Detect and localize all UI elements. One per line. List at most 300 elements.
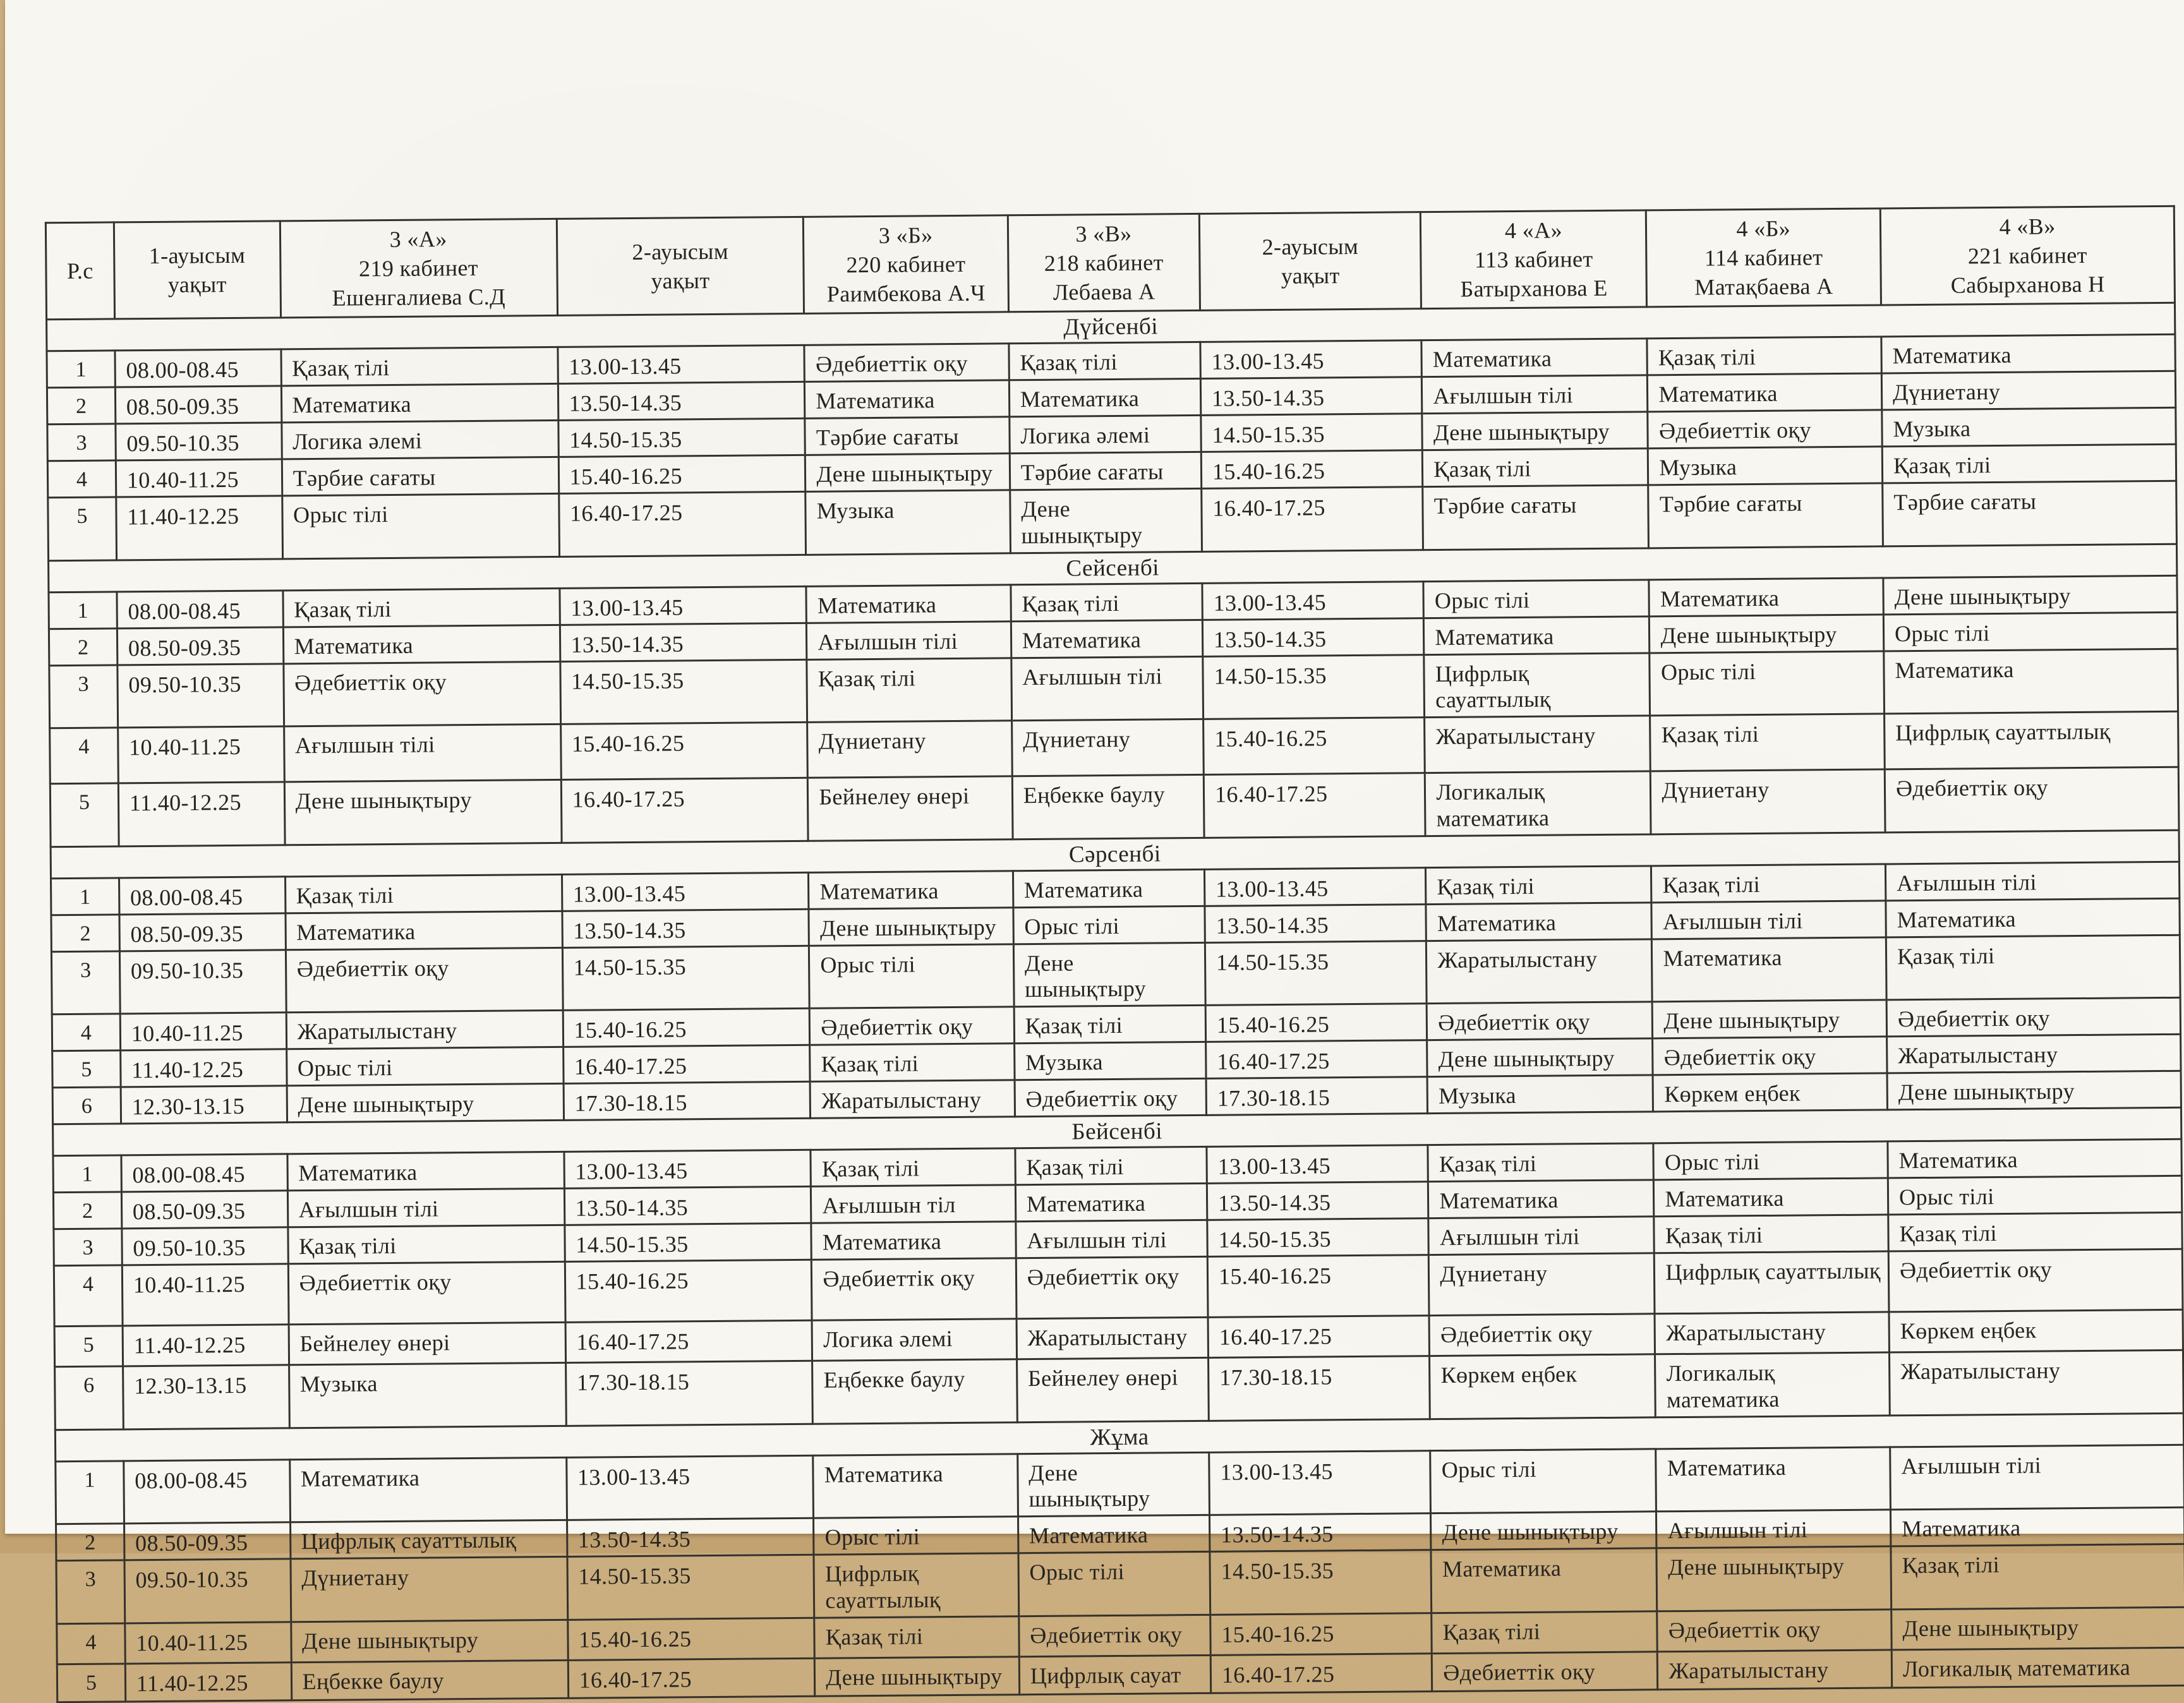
subject-cell: Жаратылыстану	[1017, 1318, 1209, 1359]
column-header	[45, 222, 114, 320]
subject-cell: Әдебиеттік оқу	[1427, 1002, 1653, 1040]
subject-cell: Дүниетану	[807, 721, 1012, 778]
subject-cell: Математика	[1424, 617, 1650, 655]
subject-cell: Қазақ тілі	[1014, 1006, 1206, 1044]
subject-cell: Цифрлық сауаттылық	[1655, 1251, 1889, 1314]
subject-cell: Дене шынықтыру	[1891, 1607, 2184, 1650]
column-header-line: 3 «В»	[1075, 220, 1132, 247]
subject-cell: Дене шынықтыру	[805, 454, 1010, 492]
subject-cell: Дүниетану	[1881, 371, 2175, 411]
subject-cell: Музыка	[289, 1363, 566, 1428]
period-number: 5	[48, 497, 117, 560]
subject-cell: Математика	[811, 1222, 1016, 1260]
time-cell: 13.50-14.35	[564, 1187, 811, 1225]
time-cell: 16.40-17.25	[568, 1658, 815, 1698]
period-number: 5	[57, 1664, 125, 1702]
subject-cell: Жаратылыстану	[810, 1080, 1015, 1119]
time-cell: 16.40-17.25	[1206, 1040, 1428, 1079]
subject-cell: Дене шынықтыру	[1017, 1452, 1209, 1517]
subject-cell: Еңбекке баулу	[291, 1660, 568, 1700]
subject-cell: Жаратылыстану	[1425, 716, 1651, 773]
subject-cell: Дене шынықтыру	[1010, 489, 1202, 553]
subject-cell: Орыс тілі	[1888, 1176, 2181, 1215]
time-cell: 10.40-11.25	[116, 459, 282, 497]
subject-cell: Қазақ тілі	[285, 874, 562, 913]
time-cell: 09.50-10.35	[122, 1227, 288, 1265]
day-block	[49, 544, 2179, 846]
subject-cell: Математика	[805, 380, 1010, 419]
time-cell: 16.40-17.25	[1202, 487, 1423, 551]
subject-cell: Ағылшын тілі	[1651, 901, 1886, 939]
time-cell: 15.40-16.25	[563, 1009, 810, 1047]
column-header-line: 219 кабинет	[358, 255, 479, 282]
time-cell: 13.50-14.35	[1205, 904, 1427, 942]
column-header	[114, 221, 281, 319]
subject-cell: Қазақ тілі	[1428, 1143, 1654, 1182]
time-cell: 11.40-12.25	[116, 496, 283, 560]
time-cell: 09.50-10.35	[119, 950, 286, 1014]
subject-cell: Математика	[1426, 903, 1652, 941]
column-header	[1880, 206, 2175, 305]
subject-cell: Әдебиеттік оқу	[1018, 1615, 1210, 1656]
column-header-line: 4 «А»	[1504, 217, 1563, 244]
time-cell: 11.40-12.25	[125, 1663, 291, 1702]
subject-cell: Дене шынықтыру	[815, 1656, 1020, 1696]
period-number: 5	[52, 1050, 121, 1088]
subject-cell: Математика	[1656, 1447, 1890, 1512]
subject-cell: Әдебиеттік оқу	[1653, 1037, 1887, 1075]
time-cell: 15.40-16.25	[560, 723, 807, 780]
time-cell: 13.50-14.35	[1200, 377, 1422, 416]
subject-cell: Дүниетану	[1429, 1253, 1655, 1316]
subject-cell: Орыс тілі	[1653, 1141, 1888, 1180]
column-header-line: Лебаева А	[1053, 279, 1155, 305]
time-cell: 08.00-08.45	[121, 1154, 287, 1192]
subject-cell: Әдебиеттік оқу	[1888, 1249, 2183, 1312]
time-cell: 14.50-15.35	[562, 946, 810, 1011]
period-number: 1	[53, 1155, 121, 1193]
time-cell: 08.50-09.35	[119, 913, 286, 951]
subject-cell: Математика	[289, 1457, 567, 1522]
subject-cell: Математика	[1428, 1180, 1655, 1219]
column-header-line: 220 кабинет	[846, 251, 966, 278]
time-cell: 08.50-09.35	[124, 1522, 290, 1560]
time-cell: 08.50-09.35	[121, 1191, 287, 1229]
time-cell: 16.40-17.25	[1210, 1653, 1432, 1693]
time-cell: 14.50-15.35	[1210, 1550, 1432, 1615]
period-number: 4	[50, 728, 118, 784]
column-header-line: Р.с	[66, 258, 94, 284]
period-number: 4	[54, 1265, 123, 1327]
time-cell: 09.50-10.35	[118, 664, 284, 728]
subject-cell: Музыка	[1014, 1042, 1206, 1080]
timetable	[45, 205, 2184, 1703]
time-cell: 16.40-17.25	[1204, 773, 1425, 838]
subject-cell: Логикалық математика	[1425, 771, 1651, 836]
subject-cell: Математика	[287, 1152, 564, 1191]
subject-cell: Математика	[809, 871, 1013, 910]
time-cell: 13.50-14.35	[1202, 618, 1424, 656]
subject-cell: Ағылшын тілі	[284, 725, 561, 782]
subject-cell: Дене шынықтыру	[1656, 1546, 1891, 1611]
subject-cell: Ағылшын тілі	[1422, 375, 1648, 414]
subject-cell: Дене шынықтыру	[1427, 1038, 1653, 1077]
subject-cell: Тәрбие сағаты	[1423, 485, 1649, 550]
subject-cell: Математика	[1654, 1178, 1888, 1217]
subject-cell: Дене шынықтыру	[284, 780, 562, 845]
subject-cell: Дүниетану	[291, 1557, 568, 1622]
column-header	[1646, 208, 1881, 307]
day-label: Бейсенбі	[53, 1107, 2181, 1155]
period-number: 6	[52, 1087, 121, 1124]
subject-cell: Әдебиеттік оқу	[1432, 1652, 1658, 1692]
subject-cell: Ағылшын тілі	[1011, 656, 1204, 721]
time-cell: 08.00-08.45	[119, 877, 285, 915]
period-number: 2	[53, 1192, 121, 1229]
time-cell: 17.30-18.15	[565, 1361, 813, 1426]
column-header-line: Сабырханова Н	[1950, 271, 2105, 298]
time-cell: 14.50-15.35	[1205, 941, 1427, 1005]
subject-cell: Әдебиеттік оқу	[812, 1258, 1017, 1321]
time-cell: 14.50-15.35	[564, 1224, 811, 1262]
subject-cell: Математика	[806, 585, 1011, 623]
time-cell: 13.00-13.45	[1200, 340, 1422, 379]
time-cell: 15.40-16.25	[567, 1618, 814, 1660]
subject-cell: Дене шынықтыру	[291, 1620, 567, 1662]
subject-cell: Жаратылыстану	[1890, 1350, 2184, 1415]
period-number: 3	[47, 424, 116, 461]
time-cell: 10.40-11.25	[120, 1013, 286, 1050]
subject-cell: Математика	[1649, 578, 1883, 617]
subject-cell: Дене шынықтыру	[1883, 575, 2177, 615]
period-number: 1	[51, 878, 119, 915]
time-cell: 14.50-15.35	[1207, 1219, 1429, 1257]
subject-cell: Қазақ тілі	[814, 1616, 1019, 1658]
time-cell: 13.00-13.45	[566, 1455, 814, 1520]
subject-cell: Тәрбие сағаты	[1883, 481, 2177, 546]
subject-cell: Орыс тілі	[1883, 612, 2177, 651]
column-header-line: уақыт	[1281, 263, 1340, 289]
time-cell: 08.00-08.45	[115, 349, 281, 387]
column-header-line: 113 кабинет	[1474, 246, 1593, 273]
subject-cell: Бейнелеу өнері	[1017, 1358, 1209, 1423]
subject-cell: Музыка	[1648, 447, 1883, 485]
day-label: Жұма	[55, 1413, 2183, 1461]
subject-cell: Әдебиеттік оқу	[1429, 1314, 1655, 1356]
column-header-line: 1-ауысым	[148, 242, 246, 269]
period-number: 2	[47, 387, 115, 424]
time-cell: 15.40-16.25	[1207, 1255, 1429, 1318]
subject-cell: Тәрбие сағаты	[805, 417, 1010, 455]
time-cell: 16.40-17.25	[563, 1045, 810, 1084]
subject-cell: Жаратылыстану	[1427, 939, 1653, 1004]
time-cell: 08.50-09.35	[115, 386, 281, 424]
subject-cell: Дүниетану	[1011, 719, 1204, 776]
subject-cell: Қазақ тілі	[1891, 1544, 2184, 1609]
time-cell: 14.50-15.35	[558, 419, 805, 457]
subject-cell: Цифрлық сауаттылық	[1885, 712, 2179, 770]
time-cell: 10.40-11.25	[118, 726, 284, 783]
column-header-line: 2-ауысым	[1262, 233, 1359, 260]
subject-cell: Музыка	[1427, 1075, 1653, 1114]
subject-cell: Әдебиеттік оқу	[1016, 1257, 1208, 1319]
time-cell: 15.40-16.25	[1205, 1004, 1427, 1042]
subject-cell: Логикалық математика	[1655, 1352, 1890, 1417]
subject-cell: Логика әлемі	[812, 1319, 1017, 1361]
period-number: 3	[51, 951, 120, 1014]
column-header-line: 221 кабинет	[1967, 242, 2087, 269]
subject-cell: Қазақ тілі	[811, 1148, 1015, 1187]
subject-cell: Орыс тілі	[1650, 651, 1884, 716]
column-header	[280, 219, 557, 318]
subject-cell: Математика	[1018, 1515, 1210, 1553]
subject-cell: Логика әлемі	[281, 421, 558, 459]
column-header-line: Ешенгалиева С.Д	[332, 284, 506, 311]
period-number: 2	[56, 1524, 124, 1561]
subject-cell: Қазақ тілі	[281, 347, 558, 386]
subject-cell: Орыс тілі	[1013, 906, 1205, 944]
time-cell: 17.30-18.15	[1206, 1077, 1428, 1116]
time-cell: 13.00-13.45	[1204, 867, 1426, 906]
time-cell: 12.30-13.15	[121, 1086, 287, 1124]
time-cell: 08.00-08.45	[117, 591, 283, 629]
subject-cell: Математика	[813, 1453, 1018, 1518]
timetable-wrapper	[45, 205, 2184, 1703]
period-number: 5	[50, 783, 119, 846]
subject-cell: Математика	[283, 625, 560, 663]
subject-cell: Еңбекке баулу	[812, 1359, 1017, 1424]
subject-cell: Орыс тілі	[286, 1047, 563, 1086]
period-number: 2	[51, 915, 119, 952]
subject-cell: Қазақ тілі	[810, 1044, 1015, 1082]
subject-cell: Ағылшын тілі	[1885, 862, 2179, 901]
time-cell: 13.50-14.35	[1207, 1182, 1428, 1220]
time-cell: 09.50-10.35	[116, 423, 282, 460]
subject-cell: Жаратылыстану	[286, 1011, 563, 1049]
time-cell: 08.00-08.45	[124, 1460, 291, 1524]
subject-cell: Әдебиеттік оқу	[1648, 410, 1882, 448]
subject-cell: Қазақ тілі	[287, 1225, 564, 1264]
subject-cell: Математика	[1648, 373, 1882, 412]
column-header-line: 114 кабинет	[1704, 244, 1823, 271]
time-cell: 11.40-12.25	[120, 1049, 286, 1087]
subject-cell: Дене шынықтыру	[1422, 412, 1648, 450]
subject-cell: Әдебиеттік оқу	[286, 948, 563, 1013]
time-cell: 08.50-09.35	[117, 627, 283, 665]
subject-cell: Әдебиеттік оқу	[1015, 1079, 1207, 1117]
subject-cell: Әдебиеттік оқу	[804, 344, 1009, 382]
time-cell: 15.40-16.25	[558, 455, 805, 494]
subject-cell: Әдебиеттік оқу	[1886, 998, 2180, 1037]
period-number: 3	[49, 665, 118, 728]
time-cell: 13.00-13.45	[1207, 1145, 1428, 1184]
time-cell: 13.00-13.45	[562, 872, 809, 911]
time-cell: 15.40-16.25	[1204, 718, 1425, 775]
subject-cell: Қазақ тілі	[1650, 714, 1885, 771]
time-cell: 16.40-17.25	[558, 492, 806, 557]
subject-cell: Орыс тілі	[1018, 1552, 1210, 1616]
time-cell: 13.50-14.35	[562, 909, 809, 948]
time-cell: 16.40-17.25	[565, 1321, 812, 1363]
time-cell: 13.50-14.35	[558, 382, 805, 421]
subject-cell: Дүниетану	[1651, 769, 1885, 834]
column-header	[804, 215, 1009, 314]
subject-cell: Орыс тілі	[1430, 1449, 1656, 1513]
period-number: 6	[55, 1366, 124, 1429]
subject-cell: Математика	[1886, 898, 2180, 937]
column-header	[1421, 210, 1647, 309]
column-header-line: 3 «Б»	[878, 222, 933, 248]
time-cell: 17.30-18.15	[564, 1082, 811, 1121]
subject-cell: Қазақ тілі	[1654, 1215, 1888, 1253]
day-label: Дүйсенбі	[47, 303, 2175, 351]
subject-cell: Көркем еңбек	[1430, 1354, 1656, 1419]
subject-cell: Қазақ тілі	[1426, 866, 1652, 905]
column-header	[1199, 212, 1421, 311]
time-cell: 13.50-14.35	[1209, 1513, 1431, 1552]
period-number: 4	[47, 460, 116, 498]
subject-cell: Дене шынықтыру	[1431, 1512, 1657, 1550]
time-cell: 11.40-12.25	[118, 782, 285, 846]
subject-cell: Ағылшын тіл	[811, 1185, 1016, 1224]
column-header-line: уақыт	[651, 268, 710, 294]
period-number: 3	[54, 1229, 122, 1266]
subject-cell: Логика әлемі	[1010, 416, 1202, 454]
subject-cell: Бейнелеу өнері	[808, 776, 1013, 841]
subject-cell: Дене шынықтыру	[809, 908, 1013, 946]
time-cell: 16.40-17.25	[561, 778, 809, 843]
time-cell: 13.00-13.45	[559, 586, 806, 625]
column-header-line: 2-ауысым	[632, 238, 729, 265]
subject-cell: Әдебиеттік оқу	[288, 1262, 565, 1325]
period-number: 5	[54, 1326, 123, 1367]
period-number: 4	[57, 1623, 125, 1664]
day-block	[51, 830, 2181, 1124]
subject-cell: Қазақ тілі	[283, 588, 560, 627]
subject-cell: Көркем еңбек	[1889, 1309, 2183, 1352]
subject-cell: Математика	[1009, 379, 1201, 417]
subject-cell: Әдебиеттік оқу	[1657, 1610, 1891, 1652]
time-cell: 14.50-15.35	[567, 1555, 815, 1620]
time-cell: 16.40-17.25	[1208, 1316, 1430, 1358]
subject-cell: Орыс тілі	[1423, 580, 1650, 618]
subject-cell: Музыка	[1882, 408, 2176, 447]
time-cell: 13.50-14.35	[560, 623, 807, 661]
subject-cell: Цифрлық сауаттылық	[290, 1520, 567, 1559]
subject-cell: Математика	[1888, 1139, 2181, 1178]
subject-cell: Жаратылыстану	[1658, 1650, 1892, 1690]
day-label: Сейсенбі	[49, 544, 2177, 592]
subject-cell: Қазақ тілі	[807, 658, 1011, 723]
time-cell: 14.50-15.35	[1203, 654, 1425, 719]
day-block	[53, 1107, 2184, 1429]
time-cell: 13.00-13.45	[564, 1150, 811, 1189]
period-number: 1	[56, 1461, 124, 1524]
time-cell: 15.40-16.25	[565, 1260, 812, 1323]
subject-cell: Әдебиеттік оқу	[283, 661, 560, 726]
subject-cell: Математика	[286, 911, 562, 949]
subject-cell: Қазақ тілі	[1651, 864, 1886, 903]
subject-cell: Әдебиеттік оқу	[810, 1007, 1015, 1045]
period-number: 2	[49, 629, 117, 666]
column-header-line: 4 «Б»	[1736, 215, 1791, 242]
subject-cell: Ағылшын тілі	[1890, 1445, 2184, 1510]
subject-cell: Қазақ тілі	[1009, 342, 1201, 380]
subject-cell: Дене шынықтыру	[1887, 1071, 2181, 1110]
subject-cell: Қазақ тілі	[1882, 445, 2176, 484]
subject-cell: Жаратылыстану	[1887, 1035, 2181, 1074]
column-header-line: 3 «А»	[389, 226, 447, 252]
time-cell: 17.30-18.15	[1208, 1356, 1430, 1421]
subject-cell: Жаратылыстану	[1655, 1312, 1889, 1354]
subject-cell: Қазақ тілі	[1888, 1212, 2182, 1251]
column-header-line: уақыт	[167, 272, 227, 298]
subject-cell: Цифрлық сауаттылық	[1424, 653, 1650, 718]
period-number: 4	[52, 1014, 120, 1051]
subject-cell: Ағылшын тілі	[1016, 1220, 1208, 1258]
subject-cell: Әдебиеттік оқу	[1885, 767, 2179, 833]
time-cell: 10.40-11.25	[125, 1622, 291, 1664]
day-block	[55, 1413, 2184, 1702]
paper-sheet	[5, 0, 2184, 1696]
period-number: 1	[49, 592, 117, 629]
time-cell: 13.00-13.45	[1209, 1450, 1431, 1515]
subject-cell: Қазақ тілі	[1432, 1611, 1658, 1654]
time-cell: 14.50-15.35	[560, 659, 807, 725]
subject-cell: Математика	[1013, 869, 1205, 907]
subject-cell: Орыс тілі	[814, 1517, 1018, 1555]
subject-cell: Ағылшын тілі	[1428, 1217, 1655, 1255]
subject-cell: Қазақ тілі	[1423, 448, 1649, 487]
subject-cell: Қазақ тілі	[1647, 337, 1881, 375]
time-cell: 10.40-11.25	[122, 1264, 289, 1326]
subject-cell: Математика	[281, 384, 558, 423]
column-header	[557, 217, 804, 315]
subject-cell: Цифрлық сауаттылық	[814, 1553, 1018, 1618]
subject-cell: Математика	[1421, 339, 1648, 377]
time-cell: 14.50-15.35	[1201, 414, 1423, 452]
time-cell: 09.50-10.35	[124, 1559, 291, 1623]
subject-cell: Еңбекке баулу	[1012, 775, 1204, 839]
subject-cell: Цифрлық сауат	[1019, 1655, 1211, 1694]
subject-cell: Математика	[1881, 335, 2175, 374]
day-label: Сәрсенбі	[51, 830, 2179, 878]
column-header-line: Раимбекова А.Ч	[826, 280, 986, 307]
subject-cell: Дене шынықтыру	[1653, 1000, 1887, 1038]
subject-cell: Дене шынықтыру	[1650, 615, 1884, 653]
day-block	[47, 303, 2177, 561]
time-cell: 11.40-12.25	[123, 1325, 289, 1366]
timetable-header	[45, 206, 2175, 320]
subject-cell: Музыка	[805, 490, 1010, 555]
time-cell: 15.40-16.25	[1210, 1613, 1432, 1655]
column-header-line: 218 кабинет	[1044, 250, 1164, 276]
subject-cell: Қазақ тілі	[1011, 583, 1203, 621]
subject-cell: Математика	[1431, 1548, 1657, 1613]
subject-cell: Орыс тілі	[282, 494, 559, 559]
subject-cell: Ағылшын тілі	[287, 1189, 564, 1227]
subject-cell: Математика	[1015, 1184, 1207, 1222]
subject-cell: Тәрбие сағаты	[1010, 452, 1202, 490]
subject-cell: Математика	[1890, 1507, 2184, 1546]
period-number: 1	[47, 351, 115, 388]
subject-cell: Математика	[1652, 937, 1886, 1002]
column-header-line: Матақбаева А	[1694, 274, 1833, 300]
subject-cell: Орыс тілі	[809, 944, 1014, 1009]
time-cell: 13.50-14.35	[567, 1519, 814, 1557]
subject-cell: Ағылшын тілі	[807, 622, 1011, 660]
column-header-line: Батырханова Е	[1460, 275, 1608, 302]
